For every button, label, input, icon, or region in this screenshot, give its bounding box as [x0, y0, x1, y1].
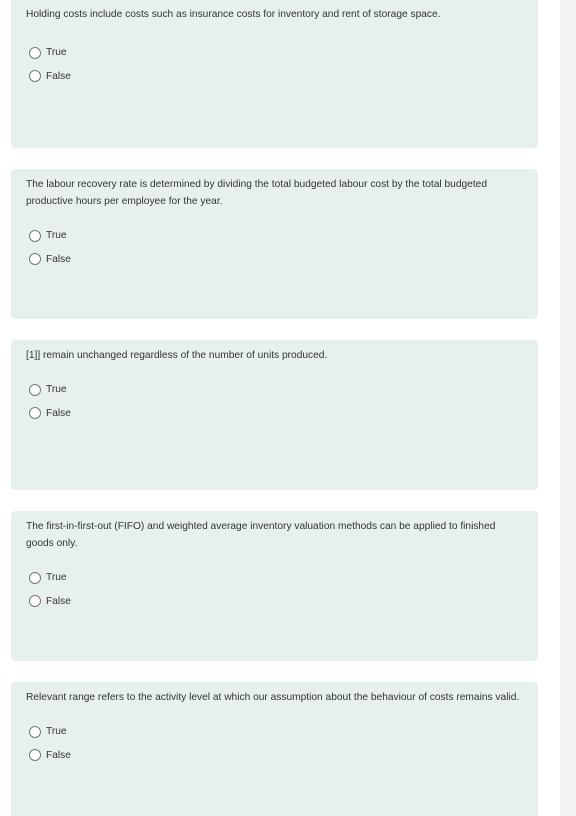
option-label: True [46, 47, 67, 59]
answer-options [26, 378, 523, 425]
answer-options [26, 720, 523, 767]
question-card-5 [11, 682, 538, 816]
option-false[interactable] [26, 65, 523, 89]
option-true[interactable] [26, 566, 523, 590]
radio-button[interactable] [29, 595, 41, 607]
option-label: False [46, 253, 71, 265]
option-label: True [46, 726, 67, 738]
question-text: The labour recovery rate is determined by dividing the total budgeted labour cost by the total budgeted productive hours per employee for the year. [26, 179, 487, 207]
radio-button[interactable] [29, 384, 41, 396]
radio-button[interactable] [29, 230, 41, 242]
radio-button[interactable] [29, 253, 41, 265]
option-label: True [46, 384, 67, 396]
question-card-1 [11, 0, 538, 148]
answer-options [26, 41, 523, 88]
question-text: The first-in-first-out (FIFO) and weighted average inventory valuation methods can be applied to finished goods only. [26, 521, 496, 549]
radio-button[interactable] [29, 572, 41, 584]
question-text: Relevant range refers to the activity level at which our assumption about the behaviour of costs remains valid. [26, 692, 520, 703]
option-label: False [46, 407, 71, 419]
question-card-4 [11, 511, 538, 661]
option-false[interactable] [26, 744, 523, 768]
question-text: [1]] remain unchanged regardless of the number of units produced. [26, 350, 328, 361]
option-label: False [46, 749, 71, 761]
option-label: False [46, 70, 71, 82]
option-label: True [46, 572, 67, 584]
option-false[interactable] [26, 248, 523, 272]
radio-button[interactable] [29, 47, 41, 59]
option-label: True [46, 230, 67, 242]
option-label: False [46, 595, 71, 607]
answer-options [26, 224, 523, 271]
option-true[interactable] [26, 378, 523, 402]
radio-button[interactable] [29, 726, 41, 738]
option-false[interactable] [26, 402, 523, 426]
option-true[interactable] [26, 720, 523, 744]
radio-button[interactable] [29, 749, 41, 761]
option-true[interactable] [26, 41, 523, 65]
radio-button[interactable] [29, 407, 41, 419]
option-true[interactable] [26, 224, 523, 248]
question-card-3 [11, 340, 538, 490]
question-card-2 [11, 169, 538, 319]
radio-button[interactable] [29, 70, 41, 82]
question-text: Holding costs include costs such as insurance costs for inventory and rent of storage space. [26, 9, 441, 20]
scrollbar-track[interactable] [560, 0, 576, 816]
option-false[interactable] [26, 590, 523, 614]
answer-options [26, 566, 523, 613]
